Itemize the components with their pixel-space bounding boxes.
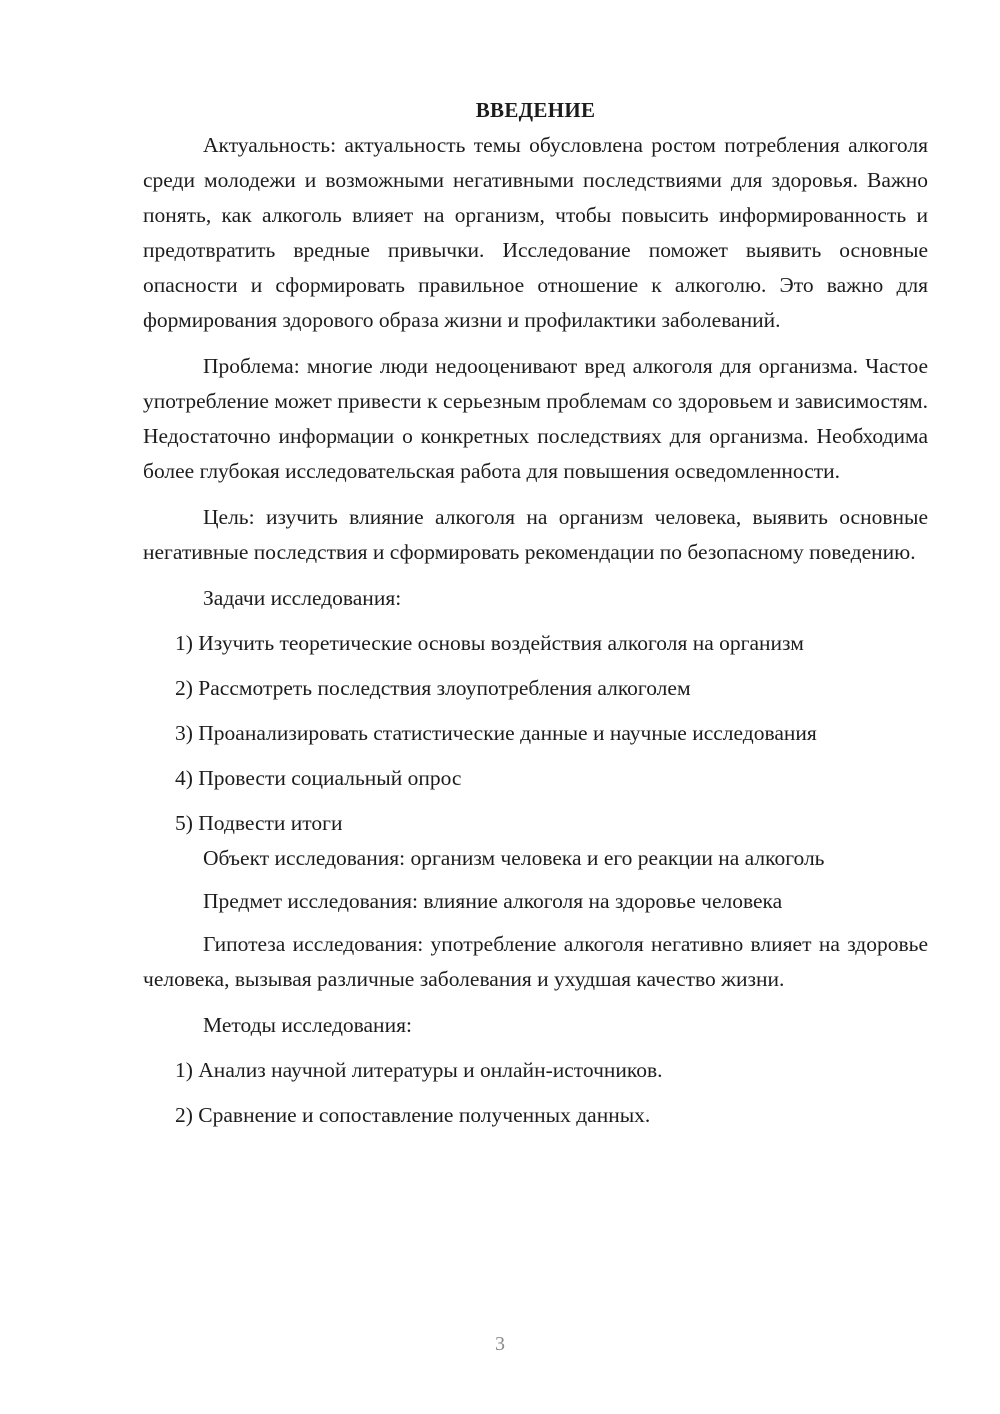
relevance-paragraph: Актуальность: актуальность темы обусловлена ростом потребления алкоголя среди молодежи и возможными негативными последствиями для здоровья. Важно понять, как алкоголь влияет на организм, чтобы повысить информированность и предотвратить вредные привычки. Исследование поможет выявить основные опасности и сформировать правильное отношение к алкоголю. Это важно для формирования здорового образа жизни и профилактики заболеваний.: [143, 133, 928, 332]
page-content: [143, 93, 928, 1143]
page-title: ВВЕДЕНИЕ: [475, 98, 596, 122]
page-number: 3: [495, 1333, 505, 1355]
method-item-2: 2) Сравнение и сопоставление полученных данных.: [175, 1103, 651, 1127]
method-item-1: 1) Анализ научной литературы и онлайн-источников.: [175, 1058, 663, 1082]
task-item-2: 2) Рассмотреть последствия злоупотребления алкоголем: [175, 676, 691, 700]
research-object: Объект исследования: организм человека и его реакции на алкоголь: [203, 846, 825, 870]
research-subject: Предмет исследования: влияние алкоголя на здоровье человека: [203, 889, 783, 913]
hypothesis-paragraph: Гипотеза исследования: употребление алкоголя негативно влияет на здоровье человека, вызывая различные заболевания и ухудшая качество жизни.: [143, 932, 928, 991]
task-item-3: 3) Проанализировать статистические данные и научные исследования: [175, 721, 817, 745]
goal-paragraph: Цель: изучить влияние алкоголя на организм человека, выявить основные негативные последствия и сформировать рекомендации по безопасному поведению.: [143, 505, 928, 564]
tasks-heading: Задачи исследования:: [203, 586, 402, 610]
task-item-5: 5) Подвести итоги: [175, 811, 343, 835]
task-item-4: 4) Провести социальный опрос: [175, 766, 462, 790]
problem-paragraph: Проблема: многие люди недооценивают вред алкоголя для организма. Частое употребление может привести к серьезным проблемам со здоровьем и зависимостям. Недостаточно информации о конкретных последствиях для организма. Необходима более глубокая исследовательская работа для повышения осведомленности.: [143, 354, 928, 483]
task-item-1: 1) Изучить теоретические основы воздействия алкоголя на организм: [175, 631, 804, 655]
methods-heading: Методы исследования:: [203, 1013, 412, 1037]
